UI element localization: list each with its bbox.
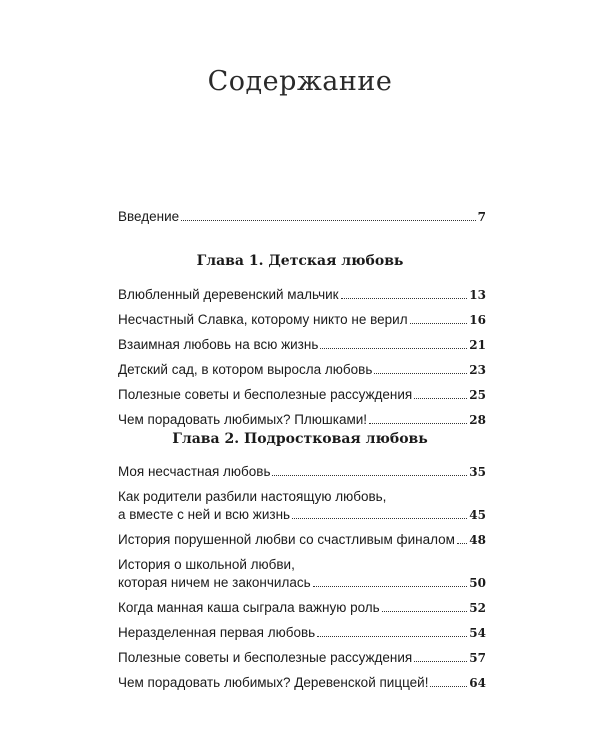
toc-entry[interactable] <box>118 336 486 354</box>
toc-entry[interactable] <box>118 411 486 429</box>
toc-entry-label: Несчастный Славка, которому никто не верил <box>118 312 408 327</box>
toc-entry-label: а вместе с ней и всю жизнь <box>118 507 291 522</box>
toc-entry-page: 50 <box>469 576 486 590</box>
toc-entry-label: Введение <box>118 209 180 224</box>
toc-entry[interactable] <box>118 531 486 549</box>
toc-entry-page: 21 <box>469 338 486 352</box>
toc-entry-page: 48 <box>469 533 486 547</box>
toc-entry-label: Неразделенная первая любовь <box>118 625 316 640</box>
dot-leader <box>414 661 467 662</box>
toc-intro <box>118 208 486 233</box>
toc-entry-page: 52 <box>469 601 486 615</box>
dot-leader <box>457 543 467 544</box>
dot-leader <box>341 298 468 299</box>
toc-entry-page: 16 <box>469 313 486 327</box>
toc-entry[interactable] <box>118 386 486 404</box>
dot-leader <box>320 348 467 349</box>
dot-leader <box>414 398 467 399</box>
toc-entry-page: 45 <box>469 508 486 522</box>
toc-entry-page: 57 <box>469 651 486 665</box>
dot-leader <box>181 220 476 221</box>
toc-entry[interactable] <box>118 311 486 329</box>
toc-entry-page: 54 <box>469 626 486 640</box>
dot-leader <box>313 586 468 587</box>
dot-leader <box>382 611 468 612</box>
toc-entry-label: Чем порадовать любимых? Деревенской пиццей! <box>118 675 429 690</box>
toc-entry-label: Моя несчастная любовь <box>118 464 271 479</box>
dot-leader <box>317 636 467 637</box>
dot-leader <box>374 373 467 374</box>
toc-entry[interactable] <box>118 286 486 304</box>
dot-leader <box>292 518 467 519</box>
toc-entry-page: 23 <box>469 363 486 377</box>
dot-leader <box>369 423 467 424</box>
toc-entry-label: Чем порадовать любимых? Плюшками! <box>118 412 368 427</box>
toc-entry-label: Взаимная любовь на всю жизнь <box>118 337 319 352</box>
toc-chapter-1 <box>118 286 486 436</box>
toc-entry-label: Полезные советы и бесполезные рассуждения <box>118 387 413 402</box>
toc-chapter-2 <box>118 463 486 699</box>
toc-entry-page: 64 <box>469 676 486 690</box>
page-title: Содержание <box>207 66 393 97</box>
dot-leader <box>272 475 467 476</box>
toc-entry-label: История порушенной любви со счастливым финалом <box>118 532 455 547</box>
toc-entry[interactable] <box>118 463 486 481</box>
toc-entry-label: Полезные советы и бесполезные рассуждения <box>118 650 413 665</box>
toc-entry-page: 13 <box>469 288 486 302</box>
toc-entry[interactable] <box>118 208 486 226</box>
toc-entry[interactable] <box>118 599 486 617</box>
toc-entry-page: 7 <box>477 210 486 224</box>
toc-entry-page: 35 <box>469 465 486 479</box>
toc-entry-page: 25 <box>469 388 486 402</box>
toc-entry[interactable] <box>118 674 486 692</box>
toc-entry[interactable] <box>118 649 486 667</box>
chapter-heading: Глава 2. Подростковая любовь <box>172 431 428 447</box>
toc-entry-label: Детский сад, в котором выросла любовь <box>118 362 373 377</box>
toc-entry[interactable] <box>118 556 486 592</box>
toc-entry-label: Влюбленный деревенский мальчик <box>118 287 339 302</box>
dot-leader <box>430 686 467 687</box>
toc-entry[interactable] <box>118 488 486 524</box>
toc-entry[interactable] <box>118 361 486 379</box>
toc-entry-label: которая ничем не закончилась <box>118 575 311 590</box>
toc-entry[interactable] <box>118 624 486 642</box>
toc-entry-label: Когда манная каша сыграла важную роль <box>118 600 380 615</box>
toc-entry-label-line1: Как родители разбили настоящую любовь, <box>118 489 387 504</box>
toc-entry-page: 28 <box>469 413 486 427</box>
dot-leader <box>410 323 468 324</box>
chapter-heading: Глава 1. Детская любовь <box>196 253 404 269</box>
toc-entry-label-line1: История о школьной любви, <box>118 557 295 572</box>
